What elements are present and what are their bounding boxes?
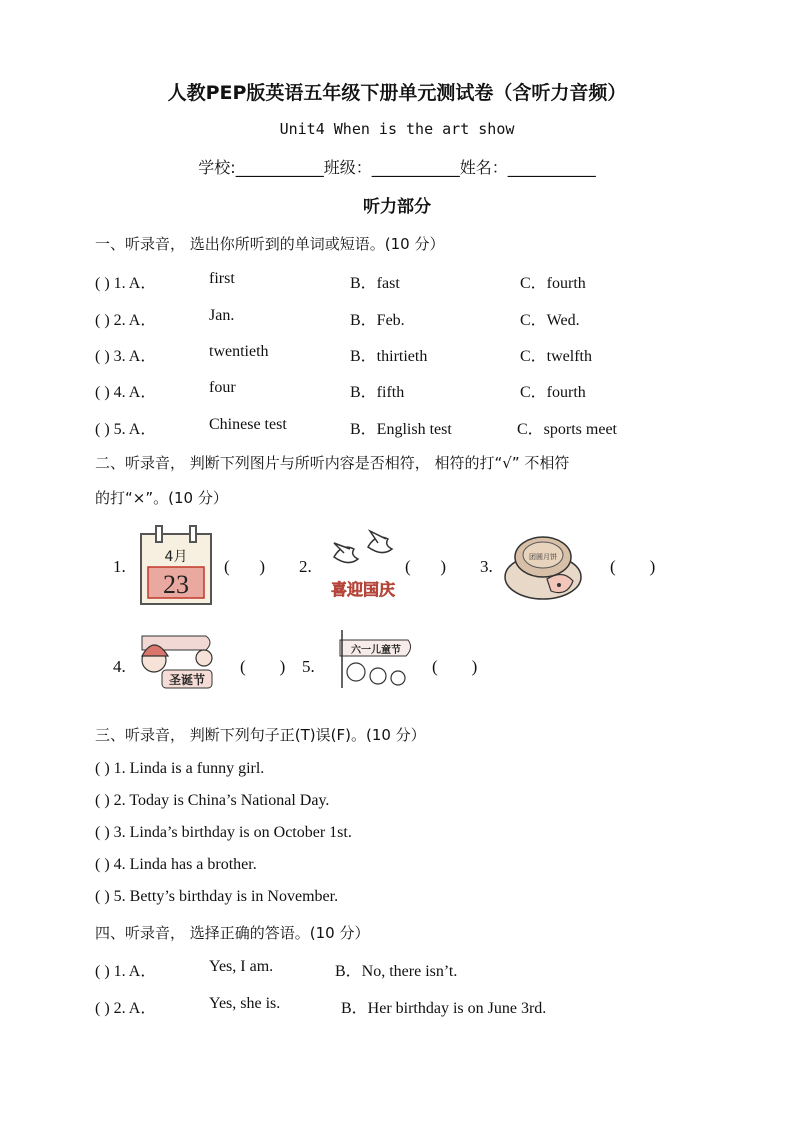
s1-question-4 — [95, 379, 586, 402]
pic4-number: 4. — [113, 657, 126, 676]
s1-q3-option-c: C．twelfth — [520, 348, 592, 365]
s1-q5-prefix: ( ) 5. A． — [95, 421, 157, 438]
s1-q4-option-a: four — [209, 379, 236, 396]
childrens-day-text: 六一儿童节 — [351, 645, 401, 656]
s1-q3-option-b: B．thirtieth — [350, 348, 428, 365]
calendar-ring-left — [156, 526, 162, 542]
s1-q5-option-b: B．English test — [350, 421, 452, 438]
s1-q5-option-c: C．sports meet — [517, 421, 617, 438]
s4-question-1 — [95, 958, 458, 981]
pic1-number: 1. — [113, 557, 126, 576]
section2-heading-line2: 的打“×”。(10 分） — [95, 489, 228, 507]
page-title: 人教PEP版英语五年级下册单元测试卷（含听力音频） — [167, 82, 627, 104]
s1-q1-option-a: first — [209, 270, 235, 287]
pic2-answer-blank: ( ) — [405, 557, 447, 576]
pic3-number: 3. — [480, 557, 493, 576]
child-face-2 — [370, 668, 386, 684]
s1-q4-prefix: ( ) 4. A． — [95, 384, 157, 401]
mooncake-text: 团圆月饼 — [529, 553, 557, 561]
s4-q2-prefix: ( ) 2. A． — [95, 1000, 157, 1017]
s4-q1-option-b: B．No, there isn’t. — [335, 963, 458, 980]
calendar-day: 23 — [163, 570, 189, 599]
s1-q2-option-a: Jan. — [209, 307, 235, 324]
section4-heading: 四、听录音， 选择正确的答语。(10 分） — [95, 924, 370, 942]
student-info-text: 学校:___________班级：___________姓名：___________ — [198, 158, 596, 177]
section1-heading: 一、听录音， 选出你所听到的单词或短语。(10 分） — [95, 235, 445, 253]
pic5-number: 5. — [302, 657, 315, 676]
s1-q2-option-b: B．Feb. — [350, 312, 405, 329]
national-day-text: 喜迎国庆 — [330, 580, 396, 599]
mooncake-image — [503, 527, 583, 607]
s1-q1-option-b: B．fast — [350, 275, 400, 292]
s1-question-2 — [95, 307, 580, 330]
pic5-answer-blank: ( ) — [432, 657, 478, 676]
childrens-day-image — [328, 626, 418, 698]
child-face-3 — [391, 671, 405, 685]
s1-q4-option-c: C．fourth — [520, 384, 586, 401]
pic3-answer-blank: ( ) — [610, 557, 656, 576]
student-info-line — [0, 155, 794, 178]
s4-q2-option-b: B．Her birthday is on June 3rd. — [341, 1000, 547, 1017]
slice-dot — [557, 583, 561, 587]
section2-heading-line1: 二、听录音， 判断下列图片与所听内容是否相符， 相符的打“√” 不相符 — [95, 454, 570, 472]
pic4-answer-blank: ( ) — [240, 657, 286, 676]
s3-question-4: ( ) 4. Linda has a brother. — [95, 856, 257, 873]
child-face — [196, 650, 212, 666]
unit-subtitle: Unit4 When is the art show — [279, 120, 515, 138]
s3-question-5: ( ) 5. Betty’s birthday is in November. — [95, 888, 339, 905]
pic2-number: 2. — [299, 557, 312, 576]
s1-question-3 — [95, 343, 592, 366]
s1-q5-option-a: Chinese test — [209, 416, 287, 433]
s1-q2-option-c: C．Wed. — [520, 312, 580, 329]
calendar-image — [138, 524, 214, 606]
calendar-month: 4月 — [164, 549, 188, 565]
child-face-1 — [347, 663, 365, 681]
pic1-answer-blank: ( ) — [224, 557, 266, 576]
s3-question-2: ( ) 2. Today is China’s National Day. — [95, 792, 330, 809]
s3-question-1: ( ) 1. Linda is a funny girl. — [95, 760, 265, 777]
s4-q1-option-a: Yes, I am. — [209, 958, 274, 975]
s1-q3-option-a: twentieth — [209, 343, 269, 360]
christmas-text: 圣诞节 — [168, 673, 206, 687]
christmas-image — [132, 630, 224, 694]
s4-q1-prefix: ( ) 1. A． — [95, 963, 157, 980]
s1-question-5 — [95, 416, 617, 439]
s1-q4-option-b: B．fifth — [350, 384, 405, 401]
s1-q2-prefix: ( ) 2. A． — [95, 312, 157, 329]
listening-part-heading: 听力部分 — [363, 197, 431, 217]
calendar-ring-right — [190, 526, 196, 542]
section3-heading: 三、听录音， 判断下列句子正(T)误(F)。(10 分） — [95, 726, 426, 744]
s1-q3-prefix: ( ) 3. A． — [95, 348, 157, 365]
s1-q1-prefix: ( ) 1. A． — [95, 275, 157, 292]
national-day-image — [322, 527, 404, 603]
s3-question-3: ( ) 3. Linda’s birthday is on October 1st. — [95, 824, 352, 841]
s4-question-2 — [95, 995, 547, 1018]
s1-q1-option-c: C．fourth — [520, 275, 586, 292]
s4-q2-option-a: Yes, she is. — [209, 995, 281, 1012]
s1-question-1 — [95, 270, 586, 293]
